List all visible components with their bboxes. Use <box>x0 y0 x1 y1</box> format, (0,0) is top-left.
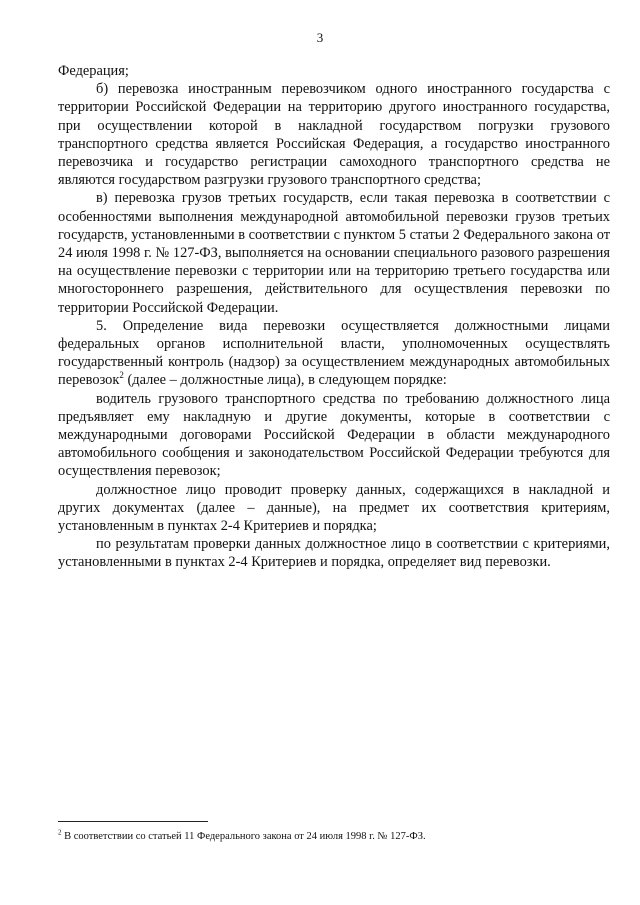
paragraph-item-v: в) перевозка грузов третьих государств, если такая перевозка в соответствии с особенностями выполнения международной автомобильной перевозки грузов третьих государств, установленными в соответствии с пунктом 5 статьи 2 Федерального закона от 24 июля 1998 г. № 127-ФЗ, выполняется на основании специального разового разрешения на осуществление перевозки с территории или на территорию третьего государства или многостороннего разрешения, действительного для осуществления перевозки по территории Российской Федерации. <box>58 190 610 316</box>
footnote-separator <box>58 821 208 822</box>
footnote <box>58 830 610 843</box>
clause-5-tail: (далее – должностные лица), в следующем порядке: <box>123 372 447 389</box>
document-body <box>58 62 610 572</box>
page-number: 3 <box>316 30 324 45</box>
footnote-marker: 2 <box>58 828 62 837</box>
clause-5-text: 5. Определение вида перевозки осуществляется должностными лицами федеральных органов исполнительной власти, уполномоченных осуществлять государственный контроль (надзор) за осуществлением международных автомобильных перевозок <box>58 317 610 389</box>
paragraph-results: по результатам проверки данных должностное лицо в соответствии с критериями, установленными в пунктах 2-4 Критериев и порядка, определяет вид перевозки. <box>58 536 610 571</box>
paragraph-continuation: Федерация; <box>58 63 129 79</box>
paragraph-item-b: б) перевозка иностранным перевозчиком одного иностранного государства с территории Российской Федерации на территорию другого иностранного государства, при осуществлении которой в накладной государством погрузки грузового транспортного средства является Российская Федерация, а государство иностранного перевозчика и государство регистрации самоходного транспортного средства не являются государством разгрузки грузового транспортного средства; <box>58 81 610 189</box>
paragraph-official-check: должностное лицо проводит проверку данных, содержащихся в накладной и других документах (далее – данные), на предмет их соответствия критериям, установленным в пунктах 2-4 Критериев и порядка; <box>58 481 610 535</box>
paragraph-driver: водитель грузового транспортного средства по требованию должностного лица предъявляет ему накладную и другие документы, которые в соответствии с международными договорами Российской Федерации в области международного автомобильного сообщения и законодательством Российской Федерации требуются для осуществления перевозок; <box>58 390 610 480</box>
footnote-text: В соответствии со статьей 11 Федерального закона от 24 июля 1998 г. № 127-ФЗ. <box>61 831 426 842</box>
paragraph-clause-5 <box>58 317 610 390</box>
footnote-reference: 2 <box>119 370 124 381</box>
